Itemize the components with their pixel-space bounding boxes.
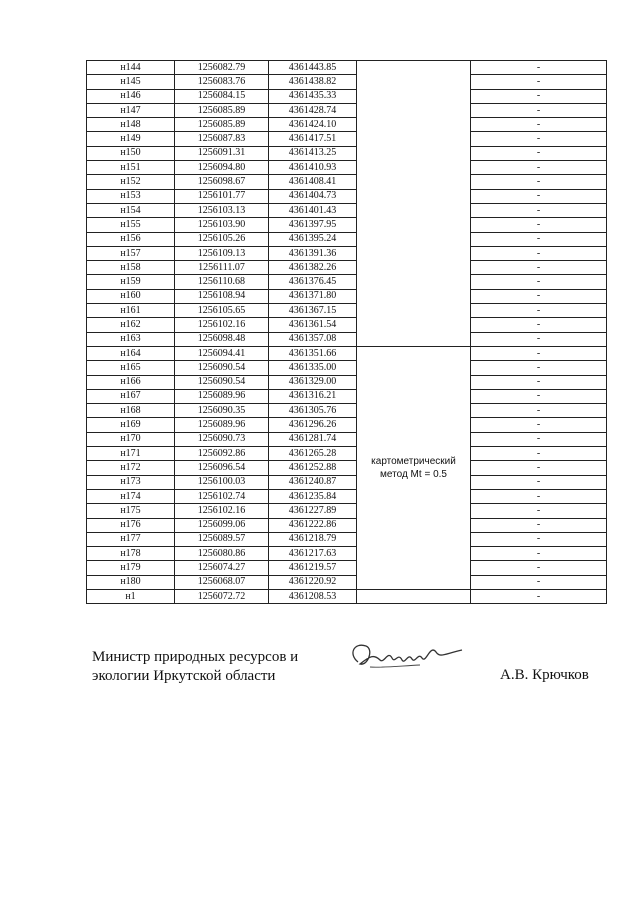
coordinates-table-body <box>87 61 607 604</box>
coordinates-table <box>86 60 607 604</box>
x-coordinate-cell: 1256092.86 <box>175 447 269 461</box>
error-cell: - <box>471 404 607 418</box>
table-row <box>87 404 607 418</box>
error-cell: - <box>471 175 607 189</box>
y-coordinate-cell: 4361329.00 <box>269 375 357 389</box>
y-coordinate-cell: 4361351.66 <box>269 346 357 360</box>
method-cell-empty <box>357 589 471 603</box>
point-name-cell: н178 <box>87 547 175 561</box>
x-coordinate-cell: 1256101.77 <box>175 189 269 203</box>
y-coordinate-cell: 4361401.43 <box>269 203 357 217</box>
x-coordinate-cell: 1256096.54 <box>175 461 269 475</box>
point-name-cell: н169 <box>87 418 175 432</box>
x-coordinate-cell: 1256109.13 <box>175 246 269 260</box>
table-row <box>87 447 607 461</box>
y-coordinate-cell: 4361240.87 <box>269 475 357 489</box>
error-cell: - <box>471 461 607 475</box>
error-cell: - <box>471 261 607 275</box>
table-row <box>87 504 607 518</box>
table-row <box>87 547 607 561</box>
y-coordinate-cell: 4361417.51 <box>269 132 357 146</box>
y-coordinate-cell: 4361357.08 <box>269 332 357 346</box>
y-coordinate-cell: 4361382.26 <box>269 261 357 275</box>
table-row <box>87 232 607 246</box>
x-coordinate-cell: 1256089.57 <box>175 532 269 546</box>
table-row <box>87 361 607 375</box>
point-name-cell: н166 <box>87 375 175 389</box>
error-cell: - <box>471 518 607 532</box>
error-cell: - <box>471 432 607 446</box>
table-row <box>87 518 607 532</box>
table-row <box>87 475 607 489</box>
error-cell: - <box>471 304 607 318</box>
error-cell: - <box>471 318 607 332</box>
x-coordinate-cell: 1256087.83 <box>175 132 269 146</box>
x-coordinate-cell: 1256072.72 <box>175 589 269 603</box>
table-row <box>87 275 607 289</box>
handwritten-signature <box>340 632 470 682</box>
point-name-cell: н168 <box>87 404 175 418</box>
table-row <box>87 246 607 260</box>
point-name-cell: н165 <box>87 361 175 375</box>
point-name-cell: н170 <box>87 432 175 446</box>
table-row <box>87 489 607 503</box>
x-coordinate-cell: 1256094.80 <box>175 161 269 175</box>
y-coordinate-cell: 4361438.82 <box>269 75 357 89</box>
point-name-cell: н174 <box>87 489 175 503</box>
table-row <box>87 118 607 132</box>
table-row <box>87 161 607 175</box>
table-row <box>87 461 607 475</box>
x-coordinate-cell: 1256110.68 <box>175 275 269 289</box>
point-name-cell: н148 <box>87 118 175 132</box>
y-coordinate-cell: 4361335.00 <box>269 361 357 375</box>
signatory-name: А.В. Крючков <box>500 667 589 683</box>
error-cell: - <box>471 161 607 175</box>
y-coordinate-cell: 4361367.15 <box>269 304 357 318</box>
table-row <box>87 203 607 217</box>
point-name-cell: н144 <box>87 61 175 75</box>
point-name-cell: н172 <box>87 461 175 475</box>
x-coordinate-cell: 1256080.86 <box>175 547 269 561</box>
signatory-title-line2: экологии Иркутской области <box>92 668 276 684</box>
y-coordinate-cell: 4361222.86 <box>269 518 357 532</box>
x-coordinate-cell: 1256085.89 <box>175 103 269 117</box>
x-coordinate-cell: 1256089.96 <box>175 418 269 432</box>
x-coordinate-cell: 1256084.15 <box>175 89 269 103</box>
error-cell: - <box>471 532 607 546</box>
x-coordinate-cell: 1256100.03 <box>175 475 269 489</box>
y-coordinate-cell: 4361404.73 <box>269 189 357 203</box>
x-coordinate-cell: 1256090.54 <box>175 375 269 389</box>
y-coordinate-cell: 4361371.80 <box>269 289 357 303</box>
point-name-cell: н151 <box>87 161 175 175</box>
table-row <box>87 332 607 346</box>
error-cell: - <box>471 89 607 103</box>
y-coordinate-cell: 4361227.89 <box>269 504 357 518</box>
error-cell: - <box>471 75 607 89</box>
y-coordinate-cell: 4361305.76 <box>269 404 357 418</box>
point-name-cell: н162 <box>87 318 175 332</box>
error-cell: - <box>471 203 607 217</box>
y-coordinate-cell: 4361413.25 <box>269 146 357 160</box>
x-coordinate-cell: 1256074.27 <box>175 561 269 575</box>
error-cell: - <box>471 561 607 575</box>
point-name-cell: н179 <box>87 561 175 575</box>
point-name-cell: н159 <box>87 275 175 289</box>
point-name-cell: н153 <box>87 189 175 203</box>
y-coordinate-cell: 4361424.10 <box>269 118 357 132</box>
error-cell: - <box>471 218 607 232</box>
error-cell: - <box>471 132 607 146</box>
x-coordinate-cell: 1256099.06 <box>175 518 269 532</box>
x-coordinate-cell: 1256089.96 <box>175 389 269 403</box>
y-coordinate-cell: 4361443.85 <box>269 61 357 75</box>
x-coordinate-cell: 1256090.73 <box>175 432 269 446</box>
point-name-cell: н176 <box>87 518 175 532</box>
point-name-cell: н152 <box>87 175 175 189</box>
error-cell: - <box>471 547 607 561</box>
x-coordinate-cell: 1256098.48 <box>175 332 269 346</box>
x-coordinate-cell: 1256103.90 <box>175 218 269 232</box>
table-row <box>87 532 607 546</box>
x-coordinate-cell: 1256102.16 <box>175 504 269 518</box>
table-row <box>87 318 607 332</box>
point-name-cell: н157 <box>87 246 175 260</box>
x-coordinate-cell: 1256094.41 <box>175 346 269 360</box>
table-row <box>87 146 607 160</box>
point-name-cell: н160 <box>87 289 175 303</box>
table-row <box>87 575 607 589</box>
table-row <box>87 589 607 603</box>
error-cell: - <box>471 118 607 132</box>
error-cell: - <box>471 146 607 160</box>
table-row <box>87 389 607 403</box>
x-coordinate-cell: 1256068.07 <box>175 575 269 589</box>
error-cell: - <box>471 447 607 461</box>
table-row <box>87 189 607 203</box>
error-cell: - <box>471 61 607 75</box>
point-name-cell: н145 <box>87 75 175 89</box>
point-name-cell: н158 <box>87 261 175 275</box>
point-name-cell: н163 <box>87 332 175 346</box>
y-coordinate-cell: 4361220.92 <box>269 575 357 589</box>
error-cell: - <box>471 361 607 375</box>
error-cell: - <box>471 475 607 489</box>
error-cell: - <box>471 418 607 432</box>
point-name-cell: н175 <box>87 504 175 518</box>
method-name: картометрический <box>371 455 456 467</box>
y-coordinate-cell: 4361395.24 <box>269 232 357 246</box>
y-coordinate-cell: 4361408.41 <box>269 175 357 189</box>
point-name-cell: н147 <box>87 103 175 117</box>
y-coordinate-cell: 4361235.84 <box>269 489 357 503</box>
table-row <box>87 432 607 446</box>
point-name-cell: н156 <box>87 232 175 246</box>
point-name-cell: н164 <box>87 346 175 360</box>
error-cell: - <box>471 246 607 260</box>
x-coordinate-cell: 1256085.89 <box>175 118 269 132</box>
point-name-cell: н146 <box>87 89 175 103</box>
table-row <box>87 132 607 146</box>
x-coordinate-cell: 1256083.76 <box>175 75 269 89</box>
x-coordinate-cell: 1256090.35 <box>175 404 269 418</box>
method-accuracy: метод Mt = 0.5 <box>380 468 447 480</box>
y-coordinate-cell: 4361376.45 <box>269 275 357 289</box>
y-coordinate-cell: 4361265.28 <box>269 447 357 461</box>
x-coordinate-cell: 1256102.74 <box>175 489 269 503</box>
error-cell: - <box>471 189 607 203</box>
x-coordinate-cell: 1256105.65 <box>175 304 269 318</box>
error-cell: - <box>471 389 607 403</box>
table-row <box>87 103 607 117</box>
error-cell: - <box>471 289 607 303</box>
error-cell: - <box>471 489 607 503</box>
point-name-cell: н173 <box>87 475 175 489</box>
error-cell: - <box>471 275 607 289</box>
x-coordinate-cell: 1256082.79 <box>175 61 269 75</box>
y-coordinate-cell: 4361410.93 <box>269 161 357 175</box>
x-coordinate-cell: 1256090.54 <box>175 361 269 375</box>
error-cell: - <box>471 232 607 246</box>
point-name-cell: н177 <box>87 532 175 546</box>
error-cell: - <box>471 332 607 346</box>
y-coordinate-cell: 4361281.74 <box>269 432 357 446</box>
error-cell: - <box>471 346 607 360</box>
x-coordinate-cell: 1256108.94 <box>175 289 269 303</box>
table-row <box>87 218 607 232</box>
table-row <box>87 418 607 432</box>
table-row <box>87 89 607 103</box>
table-row <box>87 175 607 189</box>
error-cell: - <box>471 504 607 518</box>
point-name-cell: н154 <box>87 203 175 217</box>
y-coordinate-cell: 4361428.74 <box>269 103 357 117</box>
signatory-title-line1: Министр природных ресурсов и <box>92 649 299 665</box>
y-coordinate-cell: 4361435.33 <box>269 89 357 103</box>
table-row <box>87 304 607 318</box>
y-coordinate-cell: 4361296.26 <box>269 418 357 432</box>
x-coordinate-cell: 1256102.16 <box>175 318 269 332</box>
point-name-cell: н167 <box>87 389 175 403</box>
table-row <box>87 561 607 575</box>
table-row <box>87 375 607 389</box>
point-name-cell: н180 <box>87 575 175 589</box>
table-row <box>87 289 607 303</box>
method-cell <box>357 346 471 589</box>
y-coordinate-cell: 4361316.21 <box>269 389 357 403</box>
y-coordinate-cell: 4361391.36 <box>269 246 357 260</box>
y-coordinate-cell: 4361219.57 <box>269 561 357 575</box>
error-cell: - <box>471 103 607 117</box>
y-coordinate-cell: 4361218.79 <box>269 532 357 546</box>
error-cell: - <box>471 575 607 589</box>
table-row <box>87 61 607 75</box>
signatory-title <box>92 648 298 686</box>
error-cell: - <box>471 375 607 389</box>
x-coordinate-cell: 1256111.07 <box>175 261 269 275</box>
y-coordinate-cell: 4361361.54 <box>269 318 357 332</box>
x-coordinate-cell: 1256098.67 <box>175 175 269 189</box>
y-coordinate-cell: 4361208.53 <box>269 589 357 603</box>
point-name-cell: н1 <box>87 589 175 603</box>
table-row <box>87 261 607 275</box>
y-coordinate-cell: 4361397.95 <box>269 218 357 232</box>
table-row <box>87 75 607 89</box>
table-row <box>87 346 607 360</box>
y-coordinate-cell: 4361217.63 <box>269 547 357 561</box>
point-name-cell: н161 <box>87 304 175 318</box>
x-coordinate-cell: 1256103.13 <box>175 203 269 217</box>
error-cell: - <box>471 589 607 603</box>
point-name-cell: н171 <box>87 447 175 461</box>
method-cell-empty <box>357 61 471 347</box>
point-name-cell: н150 <box>87 146 175 160</box>
y-coordinate-cell: 4361252.88 <box>269 461 357 475</box>
x-coordinate-cell: 1256091.31 <box>175 146 269 160</box>
point-name-cell: н149 <box>87 132 175 146</box>
point-name-cell: н155 <box>87 218 175 232</box>
x-coordinate-cell: 1256105.26 <box>175 232 269 246</box>
